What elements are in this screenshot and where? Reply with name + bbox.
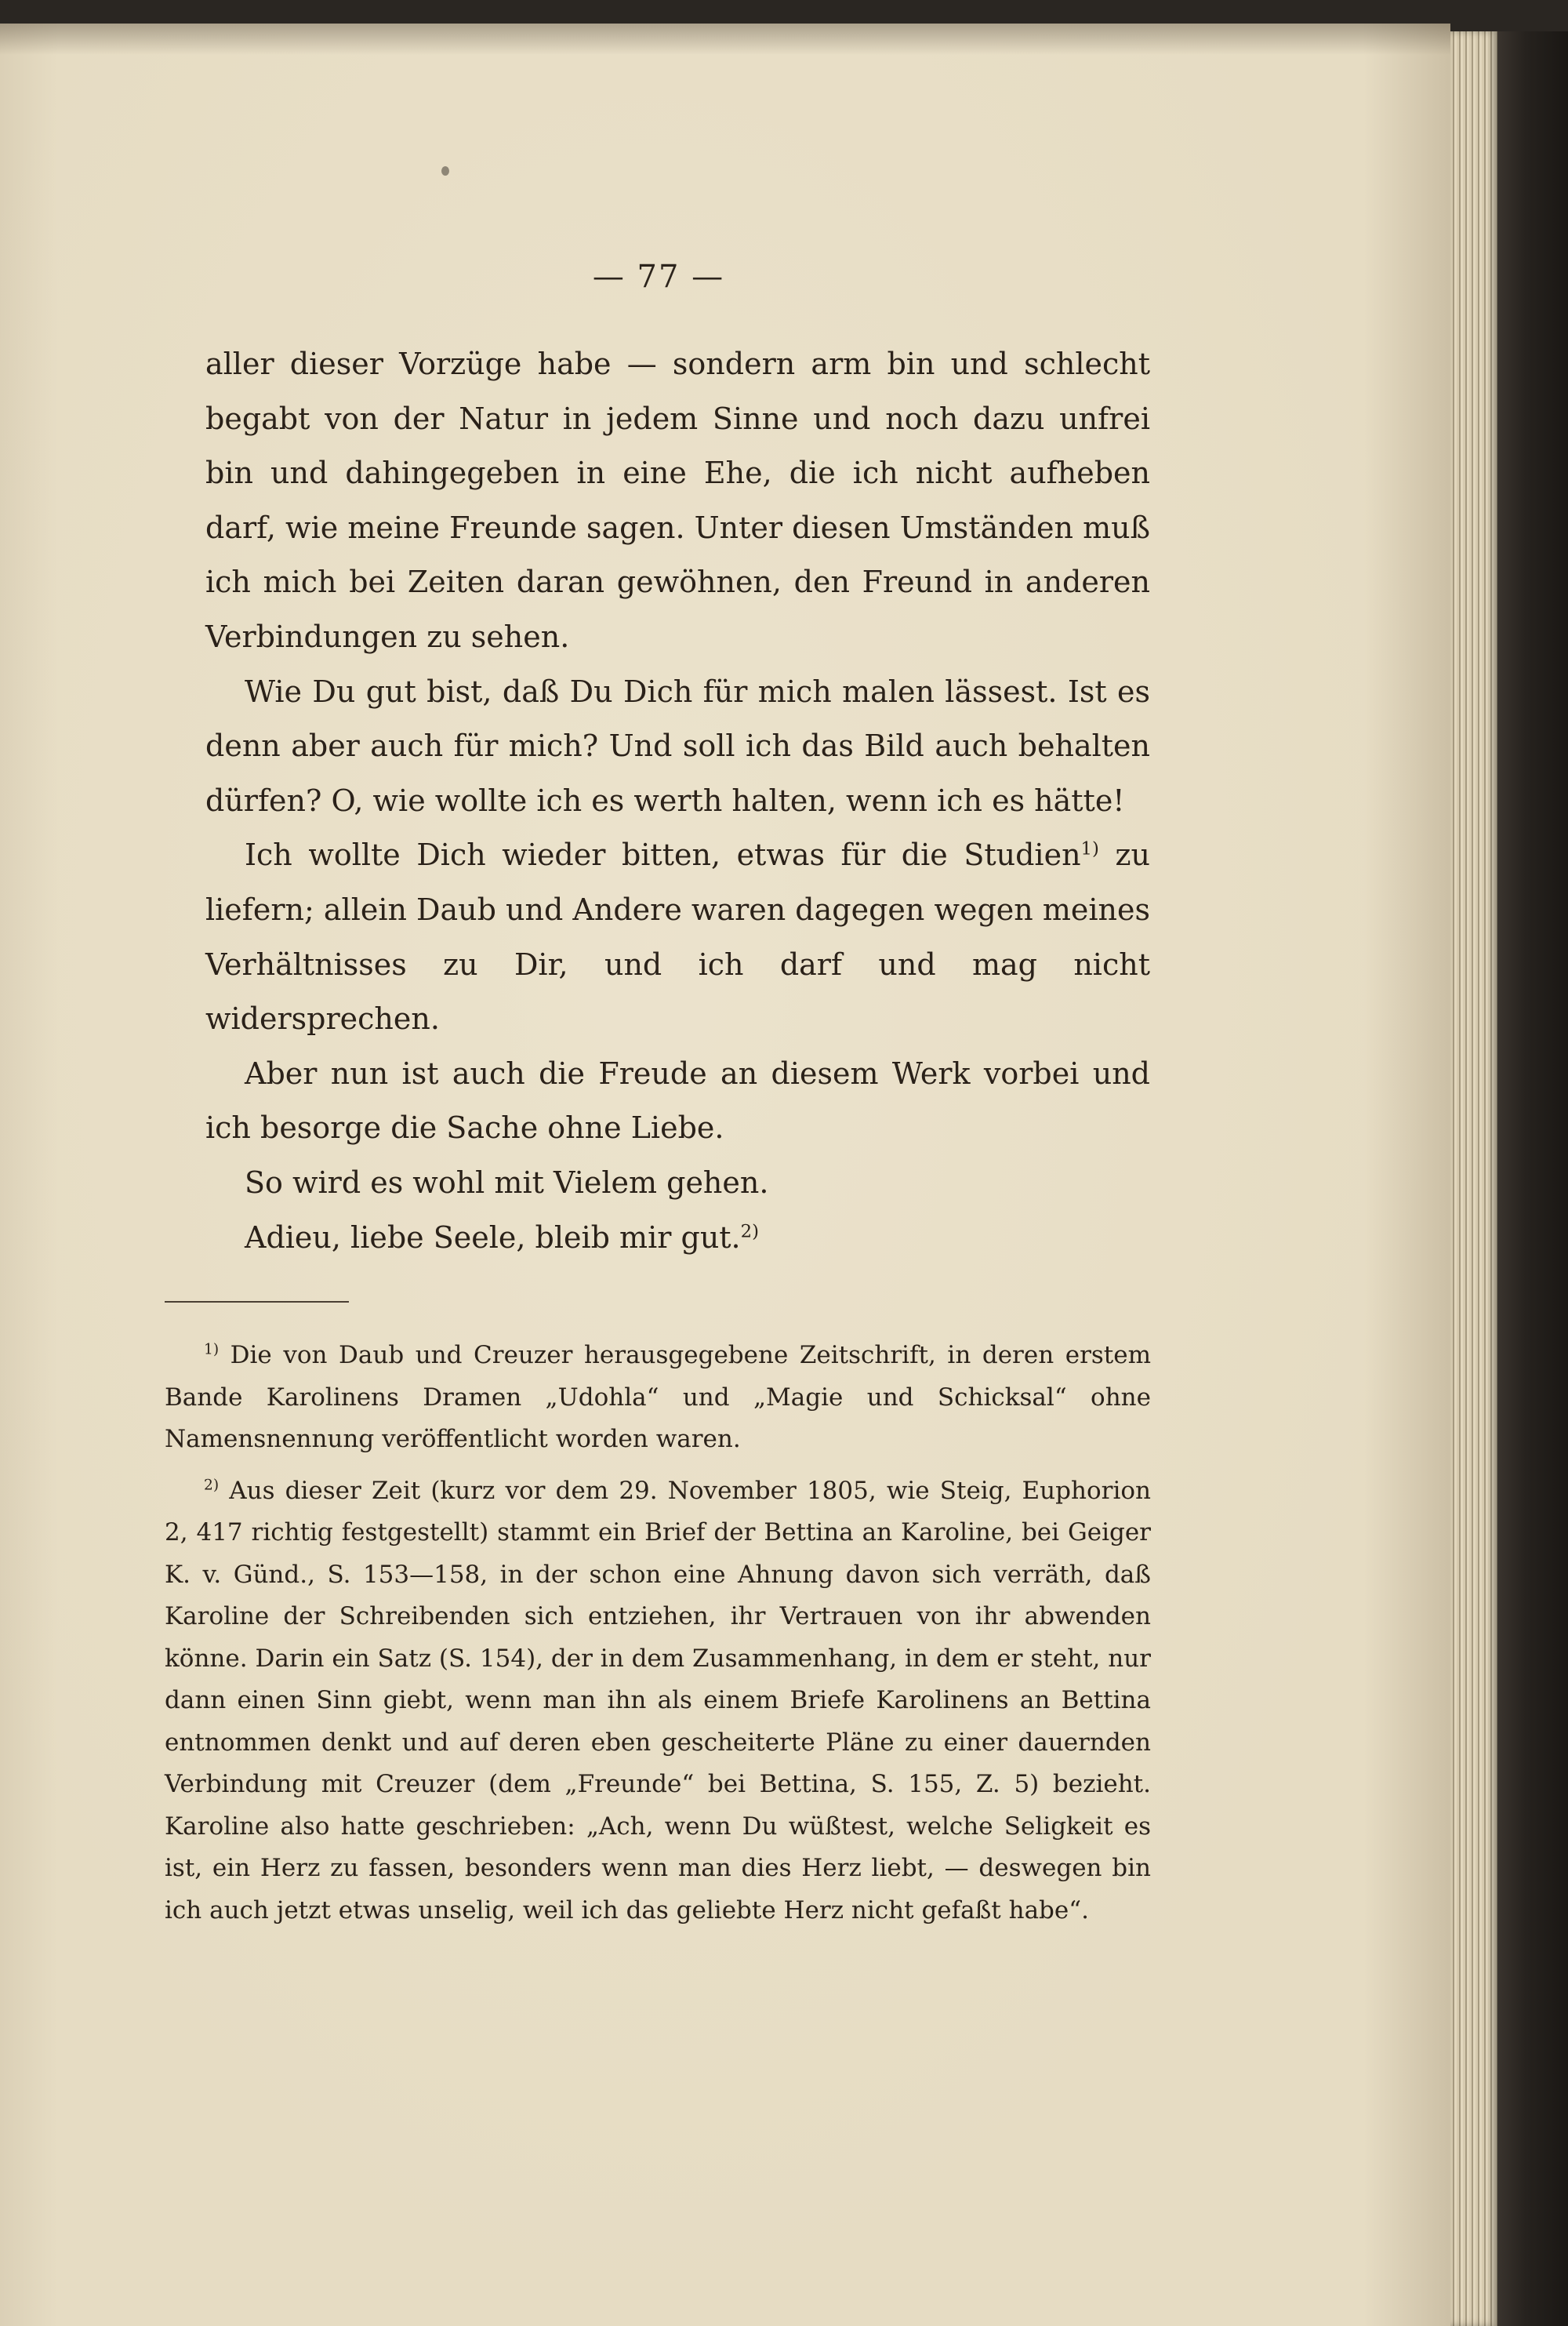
page-top-shadow [0,24,1450,55]
book-cover-edge [1497,31,1568,2326]
page-block-edges [1450,31,1497,2326]
paragraph-6-text: Adieu, liebe Seele, bleib mir gut. [245,1219,741,1255]
footnote-ref-2[interactable]: 2) [740,1220,760,1241]
footnotes [165,1335,1151,1941]
paragraph-3-start: Ich wollte Dich wieder bitten, etwas für die Studien [245,838,1081,873]
paragraph-6 [205,1211,1150,1266]
footnote-2 [165,1470,1151,1932]
footnote-1-text: Die von Daub und Creuzer herausgegebene Zeitschrift, in deren erstem Bande Karolinens Dramen „Udohla“ und „Magie und Schicksal“ ohne Namensnennung veröffentlicht worden waren. [165,1341,1152,1453]
footnote-ref-1[interactable]: 1) [1080,838,1099,860]
footnote-2-marker: 2) [204,1477,220,1494]
paragraph-3 [205,828,1150,1046]
paragraph-5: So wird es wohl mit Vielem gehen. [245,1165,769,1200]
paper-speck [441,166,449,176]
book-page [0,24,1450,2326]
paragraph-1: aller dieser Vorzüge habe — sondern arm bin und schlecht begabt von der Natur in jedem Sinne und noch dazu unfrei bin und dahingegeben in eine Ehe, die ich nicht aufheben darf, wie meine Freunde sagen. Unter diesen Umständen muß ich mich bei Zeiten daran gewöhnen, den Freund in anderen Verbindungen zu sehen. [205,347,1150,654]
page-number: — 77 — [592,259,725,295]
paragraph-4: Aber nun ist auch die Freude an diesem Werk vorbei und ich besorge die Sache ohne Liebe. [205,1056,1150,1146]
footnote-1 [165,1335,1151,1461]
footnote-divider [165,1301,349,1303]
footnote-2-text: Aus dieser Zeit (kurz vor dem 29. November 1805, wie Steig, Euphorion 2, 417 richtig festgestellt) stammt ein Brief der Bettina an Karoline, bei Geiger K. v. Günd., S. 153—158, in der schon eine Ahnung davon sich verräth, daß Karoline der Schreibenden sich entziehen, ihr Vertrauen von ihr abwenden könne. Darin ein Satz (S. 154), der in dem Zusammenhang, in dem er steht, nur dann einen Sinn giebt, wenn man ihn als einem Briefe Karolinens an Bettina entnommen denkt und auf deren eben gescheiterte Pläne zu einer dauernden Verbindung mit Creuzer (dem „Freunde“ bei Bettina, S. 155, Z. 5) bezieht. Karoline also hatte geschrieben: „Ach, wenn Du wüßtest, welche Seligkeit es ist, ein Herz zu fassen, besonders wenn man dies Herz liebt, — deswegen bin ich auch jetzt etwas unselig, weil ich das geliebte Herz nicht gefaßt habe“. [165,1476,1151,1924]
paragraph-2: Wie Du gut bist, daß Du Dich für mich malen lässest. Ist es denn aber auch für mich? Und soll ich das Bild auch behalten dürfen? O, wie wollte ich es werth halten, wenn ich es hätte! [205,674,1150,818]
paragraph-3-rest: zu liefern; allein Daub und Andere waren dagegen wegen meines Verhältnisses zu Dir, und ich darf und mag nicht widersprechen. [205,838,1150,1037]
footnote-1-marker: 1) [204,1341,220,1358]
main-text [205,337,1150,1265]
